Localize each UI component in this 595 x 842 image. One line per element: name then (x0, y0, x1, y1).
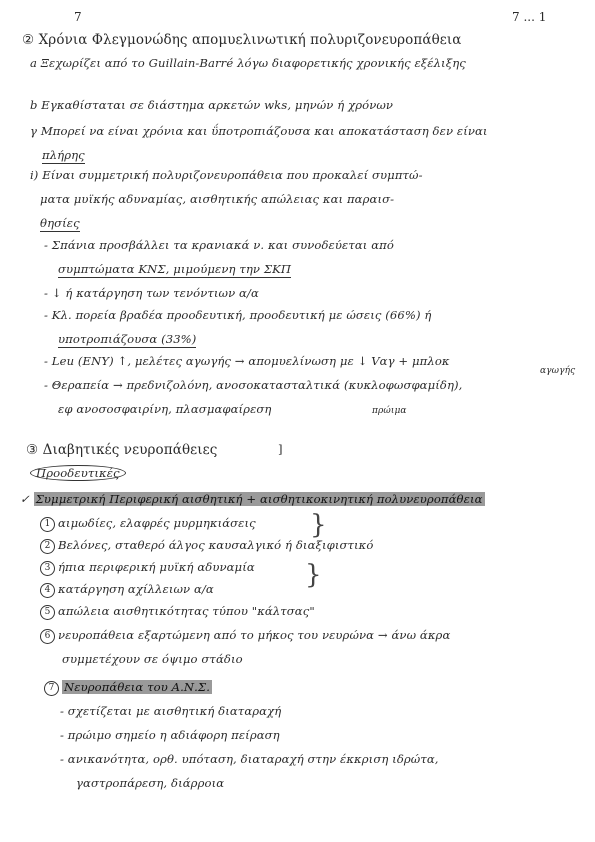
note-line-d1b: συμπτώματα ΚΝΣ, μιμούμενη την ΣΚΠ (58, 262, 292, 276)
section-3-heading: ③ Διαβητικές νευροπάθειες (26, 442, 218, 458)
note-line-d3: - Κλ. πορεία βραδέα προοδευτική, προοδευτική με ώσεις (66%) ή (44, 308, 432, 322)
note-line-d5: - Θεραπεία → πρεδνιζολόνη, ανοσοκατασταλτικά (κυκλοφωσφαμίδη), (44, 378, 463, 392)
section-2-heading: ② Χρόνια Φλεγμονώδης απομυελινωτική πολυριζονευροπάθεια (22, 32, 462, 48)
note-line-d3b: υποτροπιάζουσα (33%) (58, 332, 197, 346)
list-item-2: 2 Βελόνες, σταθερό άλγος καυσαλγικό ή διαξιφιστικό (40, 538, 373, 554)
top-right-mark: 7 ... 1 (512, 10, 547, 24)
list-item-5: 5 απώλεια αισθητικότητας τύπου "κάλτσας" (40, 604, 315, 620)
brace-bracket: } (310, 510, 327, 540)
list-item-3: 3 ήπια περιφερική μυϊκή αδυναμία (40, 560, 255, 576)
list-item-4: 4 κατάργηση αχίλλειων α/α (40, 582, 214, 598)
note-line-b: b Εγκαθίσταται σε διάστημα αρκετών wks, μηνών ή χρόνων (30, 98, 394, 112)
note-line-d2: - ↓ ή κατάργηση των τενόντιων α/α (44, 286, 259, 300)
note-line-i1: i) Είναι συμμετρική πολυριζονευροπάθεια που προκαλεί συμπτώ- (30, 168, 423, 182)
ans-line-2: - πρώιμο σημείο η αδιάφορη πείραση (60, 728, 280, 742)
ans-line-3: - ανικανότητα, ορθ. υπόταση, διαταραχή στην έκκριση ιδρώτα, (60, 752, 439, 766)
note-line-d5b: εφ ανοσοσφαιρίνη, πλασμαφαίρεση (58, 402, 272, 416)
note-line-d4: - Leu (ENY) ↑, μελέτες αγωγής → απομυελίνωση με ↓ Vαγ + μπλοκ (44, 354, 450, 368)
note-line-d4-superscript: αγωγής (540, 366, 576, 376)
note-line-i2: ματα μυϊκής αδυναμίας, αισθητικής απώλειας και παραισ- (40, 192, 395, 206)
note-line-d5c: πρώιμα (372, 406, 407, 416)
list-item-6-cont: συμμετέχουν σε όψιμο στάδιο (62, 652, 243, 666)
note-line-i3: θησίες (40, 216, 80, 230)
section-3-highlight-line: ✓ Συμμετρική Περιφερική αισθητική + αισθητικοκινητική πολυνευροπάθεια (20, 492, 483, 506)
brace-bracket-2: } (305, 560, 322, 590)
list-item-1: 1 αιμωδίες, ελαφρές μυρμηκιάσεις (40, 516, 256, 532)
note-line-d1: - Σπάνια προσβάλλει τα κρανιακά ν. και συνοδεύεται από (44, 238, 394, 252)
section-3-heading-mark: ] (278, 442, 283, 456)
page-number: 7 (74, 10, 82, 24)
section-3-subheading: Προοδευτικές (30, 466, 126, 480)
ans-line-1: - σχετίζεται με αισθητική διαταραχή (60, 704, 282, 718)
note-line-g-cont: πλήρης (42, 148, 85, 162)
note-line-g: γ Μπορεί να είναι χρόνια και ΰποτροπιάζουσα και αποκατάσταση δεν είναι (30, 124, 488, 138)
list-item-6: 6 νευροπάθεια εξαρτώμενη από το μήκος του νευρώνα → άνω άκρα (40, 628, 450, 644)
ans-line-3b: γαστροπάρεση, διάρροια (76, 776, 225, 790)
note-line-a: a Ξεχωρίζει από το Guillain-Barré λόγω διαφορετικής χρονικής εξέλιξης (30, 56, 466, 70)
ans-heading: 7 Νευροπάθεια του Α.Ν.Σ. (44, 680, 212, 696)
